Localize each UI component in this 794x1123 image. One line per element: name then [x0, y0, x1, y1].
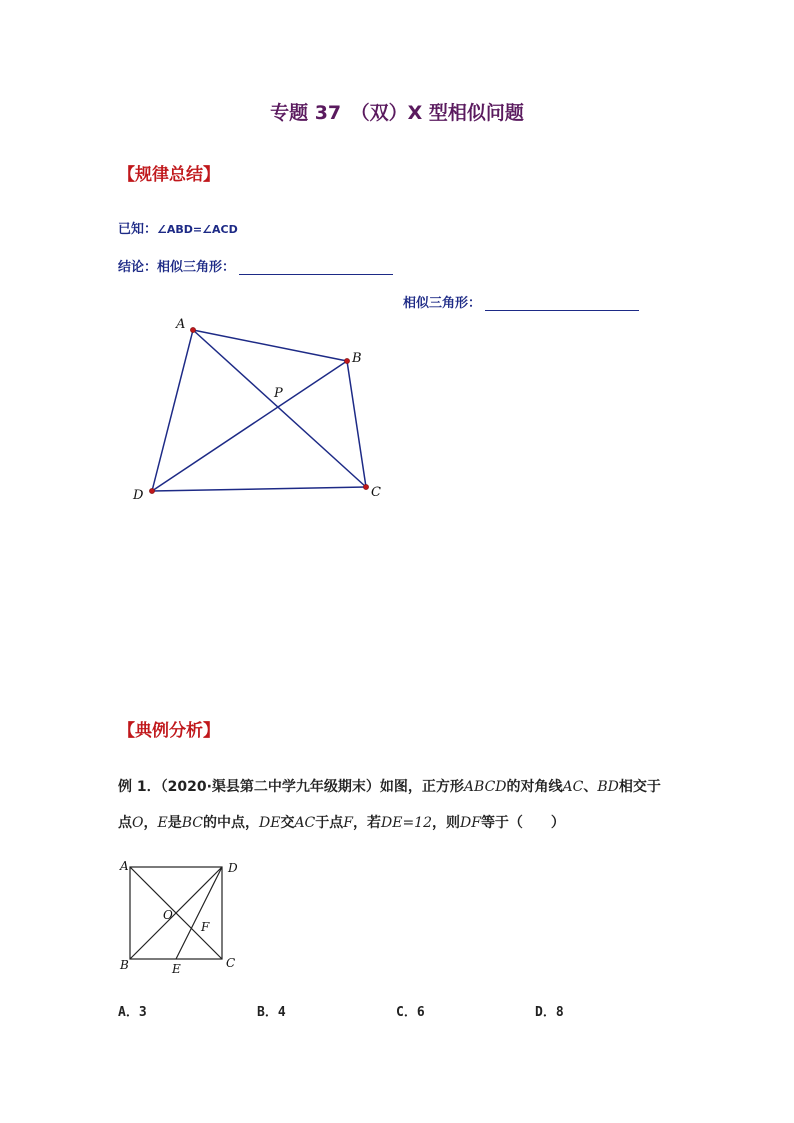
math-bd: BD — [597, 779, 619, 795]
math-de: DE — [380, 815, 403, 831]
text-segment: 交 — [280, 815, 295, 831]
math-o: O — [132, 815, 144, 831]
math-df: DF — [459, 815, 481, 831]
text-segment: ，若 — [352, 815, 381, 831]
math-equals-12: =12 — [402, 815, 432, 831]
similar-triangles-label-1: 相似三角形： — [157, 260, 236, 275]
point-a — [190, 327, 195, 332]
page-title: 专题 37 （双）X 型相似问题 — [270, 102, 524, 124]
math-e: E — [157, 815, 168, 831]
text-segment: 的对角线 — [506, 779, 563, 795]
figure-square-diagram — [0, 850, 794, 980]
text-segment: 相交于 — [618, 779, 661, 795]
label-d: D — [133, 488, 144, 503]
example-source: （2020·渠县第二中学九年级期末） — [160, 779, 380, 795]
point-c — [363, 484, 368, 489]
label-p: P — [274, 386, 283, 401]
math-bc: BC — [181, 815, 203, 831]
segment-ab — [193, 330, 347, 361]
text-segment: 如图，正方形 — [379, 779, 464, 795]
option-a[interactable]: A．3 — [118, 1005, 147, 1020]
label-o: O — [163, 908, 173, 922]
option-b[interactable]: B．4 — [257, 1005, 286, 1020]
label-a: A — [120, 859, 129, 873]
math-abcd: ABCD — [463, 779, 507, 795]
text-segment: 于点 — [315, 815, 344, 831]
math-de: DE — [258, 815, 281, 831]
text-segment: 、 — [583, 779, 598, 795]
text-segment: 点 — [118, 815, 132, 831]
label-a: A — [176, 317, 186, 332]
label-e: E — [172, 962, 181, 976]
text-segment: 等于（ ） — [480, 815, 565, 831]
given-label: 已知： — [118, 222, 158, 237]
section-heading-examples: 【典例分析】 — [118, 721, 220, 741]
given-value: ∠ABD=∠ACD — [157, 223, 238, 236]
point-b — [344, 358, 349, 363]
label-b: B — [352, 351, 362, 366]
segment-cd — [152, 487, 366, 491]
text-segment: 的中点， — [202, 815, 259, 831]
label-f: F — [201, 920, 210, 934]
option-d[interactable]: D．8 — [535, 1005, 564, 1020]
math-f: F — [343, 815, 353, 831]
example-1-line-1 — [118, 776, 661, 796]
text-segment: 是 — [167, 815, 182, 831]
example-1-line-2 — [118, 812, 565, 832]
example-number: 例 1． — [118, 779, 161, 795]
diagonal-ac — [193, 330, 366, 487]
segment-da — [152, 330, 193, 491]
figure-quadrilateral-diagram — [0, 0, 794, 560]
section-heading-summary: 【规律总结】 — [118, 165, 220, 185]
conclusion-label: 结论： — [118, 260, 158, 275]
label-b: B — [120, 958, 129, 972]
option-c[interactable]: C．6 — [396, 1005, 425, 1020]
text-segment: ， — [143, 815, 158, 831]
math-ac: AC — [562, 779, 584, 795]
text-segment: ，则 — [431, 815, 460, 831]
segment-de — [176, 867, 222, 959]
label-c: C — [226, 956, 236, 970]
label-d: D — [228, 861, 238, 875]
segment-bc — [347, 361, 366, 487]
point-d — [149, 488, 154, 493]
similar-triangles-label-2: 相似三角形： — [403, 296, 482, 311]
math-ac: AC — [294, 815, 316, 831]
label-c: C — [371, 485, 381, 500]
